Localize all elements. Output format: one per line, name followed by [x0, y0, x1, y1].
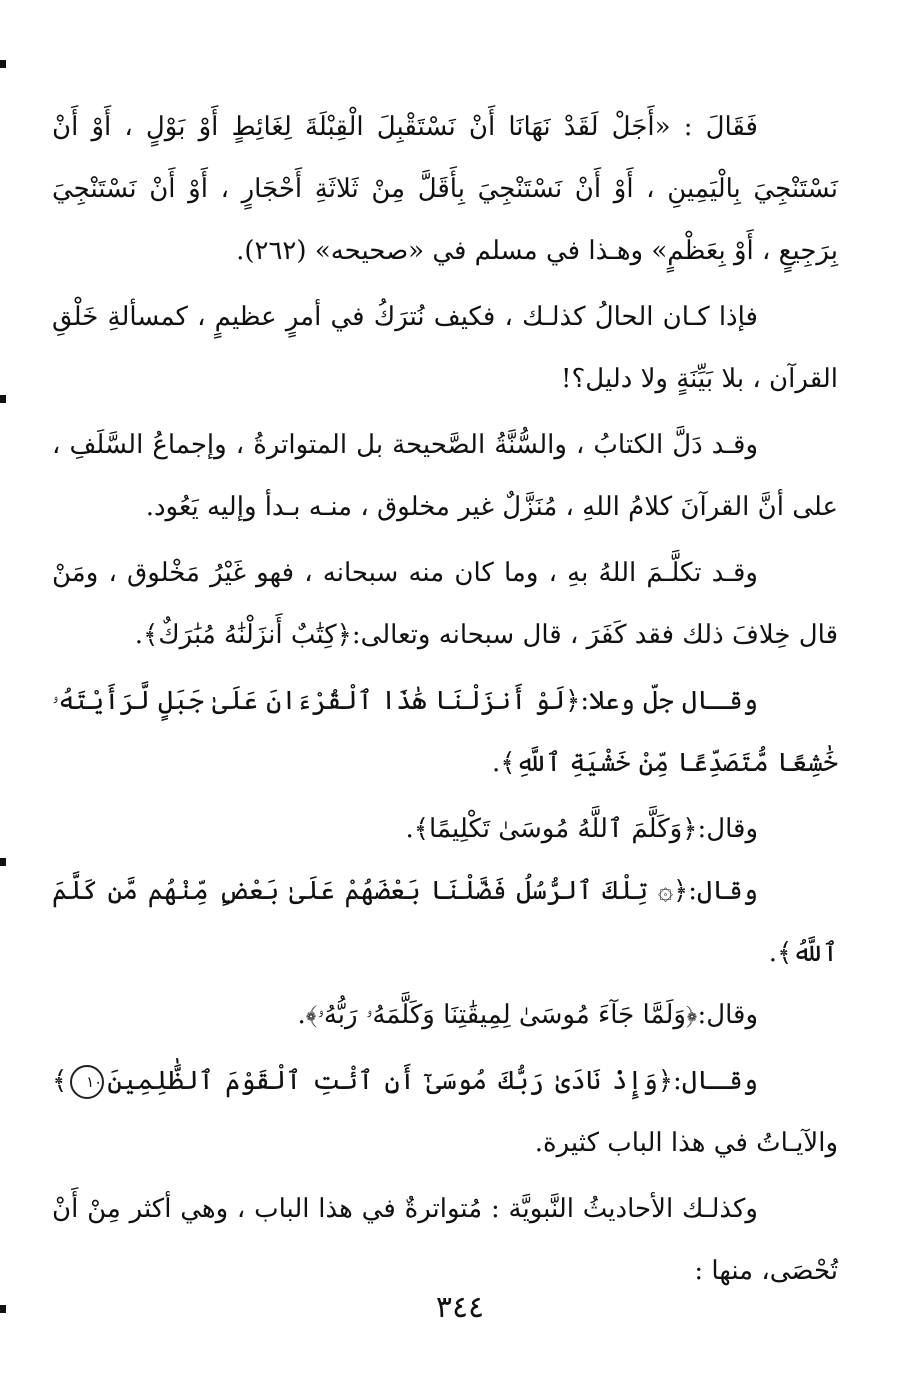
verse-miqat: وقال:﴿وَلَمَّا جَآءَ مُوسَىٰ لِمِيقَٰتِنَا وَكَلَّمَهُۥ رَبُّهُۥ﴾. [297, 1000, 758, 1030]
verse-musa-taklim: وقال:﴿وَكَلَّمَ ٱللَّهُ مُوسَىٰ تَكْلِيمًا﴾. [405, 814, 758, 844]
verse-nida-text: وقـال:﴿وَإِذْ نَادَىٰ رَبُّكَ مُوسَىٰٓ أَنِ ٱئْتِ ٱلْقَوْمَ ٱلظَّٰلِمِينَ [107, 1066, 758, 1096]
scan-edge-mark [0, 1305, 6, 1313]
verse-rusul: وقال:﴿۞ تِلْكَ ٱلرُّسُلُ فَضَّلْنَا بَعْضَهُمْ عَلَىٰ بَعْضٍ مِّنْهُم مَّن كَلَّمَ ٱللَّهُ﴾. [52, 876, 838, 968]
paragraph-ahadith: وكذلـك الأحاديثُ النَّبويَّة : مُتواترةٌ في هذا الباب ، وهي أكثر مِنْ أَنْ تُحْصَى، منها : [52, 1194, 838, 1286]
page-number: ٣٤٤ [435, 1290, 485, 1325]
scan-edge-mark [0, 858, 6, 866]
paragraph-speech: وقـد تكلَّـمَ اللهُ بهِ ، وما كان منه سبحانه ، فهو غَيْرُ مَخْلوق ، ومَنْ قال خِلافَ ذلك فقد كَفَرَ ، قال سبحانه وتعالى:﴿كِتَٰبٌ أَنزَلْنَٰهُ مُبَٰرَكٌ﴾. [52, 558, 838, 650]
paragraph-creation-question: فإذا كـان الحالُ كذلـك ، فكيف نُترَكُ في أمرٍ عظيمٍ ، كمسألةِ خَلْقِ القرآن ، بلا بَيِّنَةٍ ولا دليل؟! [52, 302, 838, 394]
page-body [52, 96, 838, 1302]
scan-edge-mark [0, 395, 6, 403]
ayah-number-marker: ١٠ [70, 1065, 104, 1099]
verse-nida [52, 1050, 838, 1174]
paragraph-evidence: وقـد دَلَّ الكتابُ ، والسُّنَّةُ الصَّحيحة بل المتواترةُ ، وإجماعُ السَّلَفِ ، على أنَّ القرآنَ كلامُ اللهِ ، مُنَزَّلٌ غير مخلوق ، منـه بـدأ وإليه يَعُود. [52, 430, 838, 522]
scan-edge-mark [0, 60, 6, 68]
paragraph-mountain-verse: وقـال جلّ وعلا:﴿لَوْ أَنزَلْنَا هَٰذَا ٱلْقُرْءَانَ عَلَىٰ جَبَلٍ لَّرَأَيْتَهُۥ خَٰشِعًا مُّتَصَدِّعًا مِّنْ خَشْيَةِ ٱللَّهِ﴾. [52, 686, 838, 778]
paragraph-hadith: فَقَالَ : «أَجَلْ لَقَدْ نَهَانَا أَنْ نَسْتَقْبِلَ الْقِبْلَةَ لِغَائِطٍ أَوْ بَوْلٍ ، أَوْ أَنْ نَسْتَنْجِيَ بِالْيَمِينِ ، أَوْ أَنْ نَسْتَنْجِيَ بِأَقَلَّ مِنْ ثَلاثَةِ أَحْجَارٍ ، أَوْ أَنْ نَسْتَنْجِيَ بِرَجِيعٍ ، أَوْ بِعَظْمٍ» وهـذا في مسلم في «صحيحه» (٢٦٢). [52, 112, 839, 266]
verse-nida-tail: ﴾والآيـاتُ في هذا الباب كثيرة. [52, 1066, 838, 1158]
